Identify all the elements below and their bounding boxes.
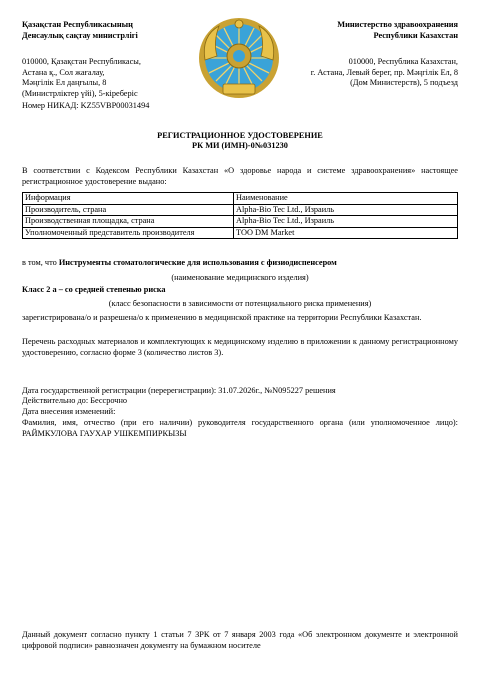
- materials-statement: Перечень расходных материалов и комплектующих к медицинскому изделию в приложении к данному регистрационному удостоверению, согласно форме 3 (количество листов 3).: [22, 337, 458, 357]
- changes-date: Дата внесения изменений:: [22, 407, 116, 416]
- state-emblem-icon: [197, 16, 281, 100]
- document-number: РК МИ (ИМН)-0№031230: [192, 141, 288, 150]
- table-cell: Alpha-Bio Tec Ltd., Израиль: [234, 216, 458, 228]
- risk-class: Класс 2 а – со средней степенью риска: [22, 285, 166, 294]
- table-row: [23, 193, 458, 205]
- product-name: Инструменты стоматологические для использования с физиодиспенсером: [58, 258, 337, 267]
- product-line: [22, 258, 458, 269]
- table-cell: Производственная площадка, страна: [23, 216, 234, 228]
- address-kz: 010000, Қазақстан Республикасы, Астана қ., Сол жағалау, Мәңгілік Ел даңғылы, 8 (Министрліктер үйі), 5-кіреберіс: [22, 57, 141, 98]
- legal-footer: Данный документ согласно пункту 1 статьи 7 ЗРК от 7 января 2003 года «Об электронном документе и электронной цифровой подписи» равнозначен документу на бумажном носителе: [22, 630, 458, 650]
- table-row: [23, 204, 458, 216]
- registration-date: Дата государственной регистрации (перерегистрации): 31.07.2026г., №N095227 решения: [22, 386, 336, 395]
- risk-class-caption: (класс безопасности в зависимости от потенциального риска применения): [108, 299, 372, 308]
- table-cell: Уполномоченный представитель производителя: [23, 227, 234, 239]
- table-cell: ТОО DM Market: [234, 227, 458, 239]
- table-cell: Производитель, страна: [23, 204, 234, 216]
- table-cell: Наименование: [234, 193, 458, 205]
- table-row: [23, 216, 458, 228]
- table-cell: Информация: [23, 193, 234, 205]
- document-title: РЕГИСТРАЦИОННОЕ УДОСТОВЕРЕНИЕ: [157, 131, 323, 140]
- table-cell: Alpha-Bio Tec Ltd., Израиль: [234, 204, 458, 216]
- product-caption: (наименование медицинского изделия): [171, 273, 309, 282]
- address-ru: 010000, Республика Казахстан, г. Астана, Левый берег, пр. Мәңгілік Ел, 8 (Дом Министерств), 5 подъезд: [310, 57, 458, 88]
- valid-until: Действительно до: Бессрочно: [22, 396, 128, 405]
- table-row: [23, 227, 458, 239]
- issuer-info-table: [22, 192, 458, 239]
- ministry-title-ru: Министерство здравоохранения Республики Казахстан: [337, 20, 458, 40]
- intro-paragraph: В соответствии с Кодексом Республики Казахстан «О здоровье народа и системе здравоохранения» настоящее регистрационное удостоверение выдано:: [22, 166, 458, 186]
- head-official: Фамилия, имя, отчество (при его наличии) руководителя государственного органа (или уполномоченное лицо): РАЙМКУЛОВА ГАУХАР УШКЕМПИРКЫЗЫ: [22, 418, 458, 438]
- product-prefix: в том, что: [22, 258, 59, 267]
- ministry-title-kz: Қазақстан Республикасының Денсаулық сақтау министрлігі: [22, 20, 138, 40]
- nikad-number: Номер НИКАД: KZ55VBP00031494: [22, 101, 150, 110]
- registered-statement: зарегистрирована/о и разрешена/о к применению в медицинской практике на территории Республики Казахстан.: [22, 313, 422, 322]
